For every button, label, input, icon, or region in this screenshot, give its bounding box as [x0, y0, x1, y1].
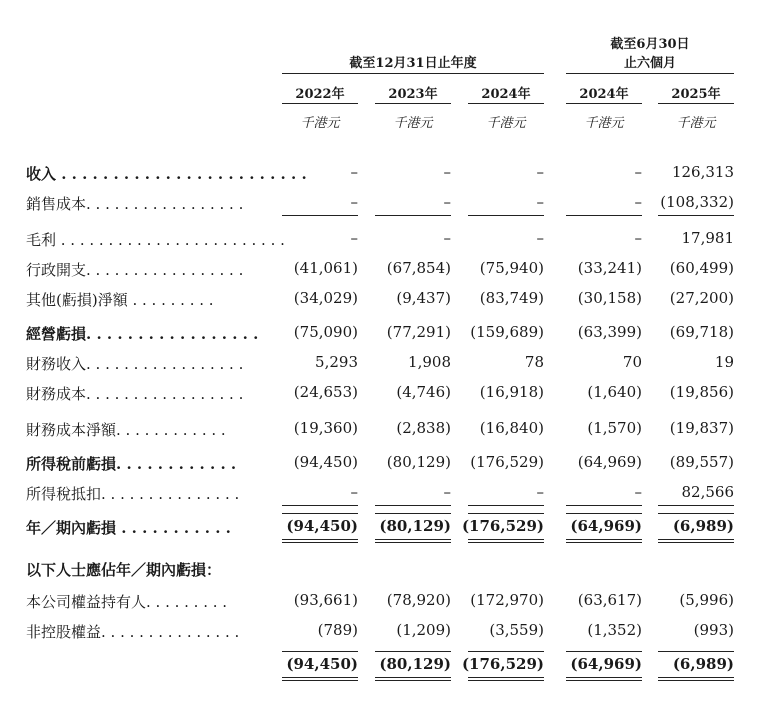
- subtotal-rule: [468, 651, 544, 652]
- year-rule: [566, 103, 642, 104]
- year-rule: [468, 103, 544, 104]
- cell-value: (9,437): [396, 289, 451, 307]
- total-rule: [566, 680, 642, 681]
- subtotal-rule: [566, 651, 642, 652]
- cell-value: (6,989): [672, 655, 734, 673]
- cell-value: (3,559): [489, 621, 544, 639]
- row-label: 以下人士應佔年／期內虧損：: [26, 561, 222, 579]
- cell-value: (60,499): [669, 259, 734, 277]
- total-rule: [566, 677, 642, 678]
- cell-value: (1,209): [396, 621, 451, 639]
- fy-group-rule: [282, 73, 544, 74]
- total-rule: [375, 539, 451, 540]
- cell-value: (19,837): [669, 419, 734, 437]
- year-header: 2024年: [579, 87, 629, 102]
- cell-value: –: [443, 483, 451, 501]
- cell-value: –: [443, 193, 451, 211]
- cell-value: (64,969): [570, 517, 642, 535]
- subtotal-rule: [658, 651, 734, 652]
- row-label: 經營虧損. . . . . . . . . . . . . . . . .: [26, 325, 259, 343]
- cell-value: (159,689): [470, 323, 544, 341]
- cell-value: (33,241): [577, 259, 642, 277]
- total-rule: [282, 505, 358, 506]
- total-rule: [658, 680, 734, 681]
- cell-value: (78,920): [386, 591, 451, 609]
- total-rule: [468, 215, 544, 216]
- row-label: 其他(虧損)淨額 . . . . . . . . .: [26, 291, 214, 309]
- cell-value: 126,313: [671, 163, 734, 181]
- subtotal-rule: [282, 513, 358, 514]
- cell-value: (89,557): [669, 453, 734, 471]
- cell-value: –: [634, 163, 642, 181]
- row-label: 收入 . . . . . . . . . . . . . . . . . . . . . . . .: [26, 165, 307, 183]
- year-header: 2022年: [295, 87, 345, 102]
- total-rule: [566, 215, 642, 216]
- cell-value: (94,450): [286, 517, 358, 535]
- unit-label: 千港元: [300, 116, 340, 131]
- row-label: 銷售成本. . . . . . . . . . . . . . . . .: [26, 195, 244, 213]
- cell-value: 17,981: [681, 229, 734, 247]
- cell-value: (64,969): [570, 655, 642, 673]
- cell-value: (1,570): [587, 419, 642, 437]
- cell-value: (80,129): [386, 453, 451, 471]
- total-rule: [468, 505, 544, 506]
- cell-value: (63,399): [577, 323, 642, 341]
- total-rule: [375, 677, 451, 678]
- total-rule: [375, 542, 451, 543]
- total-rule: [375, 680, 451, 681]
- cell-value: (80,129): [379, 655, 451, 673]
- row-label: 行政開支. . . . . . . . . . . . . . . . .: [26, 261, 244, 279]
- cell-value: –: [634, 193, 642, 211]
- cell-value: 82,566: [681, 483, 734, 501]
- cell-value: (176,529): [461, 517, 544, 535]
- total-rule: [282, 215, 358, 216]
- cell-value: (75,090): [293, 323, 358, 341]
- cell-value: –: [634, 229, 642, 247]
- row-label: 財務成本淨額. . . . . . . . . . . .: [26, 421, 226, 439]
- unit-label: 千港元: [676, 116, 716, 131]
- cell-value: (63,617): [577, 591, 642, 609]
- cell-value: –: [443, 229, 451, 247]
- cell-value: (67,854): [386, 259, 451, 277]
- total-rule: [658, 215, 734, 216]
- total-rule: [658, 542, 734, 543]
- cell-value: (24,653): [293, 383, 358, 401]
- cell-value: (75,940): [479, 259, 544, 277]
- year-header: 2024年: [481, 87, 531, 102]
- fy-group-header: 截至12月31日止年度: [349, 56, 477, 71]
- cell-value: (6,989): [672, 517, 734, 535]
- subtotal-rule: [658, 513, 734, 514]
- total-rule: [566, 505, 642, 506]
- cell-value: (41,061): [293, 259, 358, 277]
- cell-value: (94,450): [293, 453, 358, 471]
- year-header: 2023年: [388, 87, 438, 102]
- cell-value: (69,718): [669, 323, 734, 341]
- total-rule: [468, 542, 544, 543]
- cell-value: (2,838): [396, 419, 451, 437]
- row-label: 年／期內虧損 . . . . . . . . . . .: [26, 519, 231, 537]
- total-rule: [282, 542, 358, 543]
- total-rule: [282, 677, 358, 678]
- cell-value: (108,332): [660, 193, 734, 211]
- cell-value: (93,661): [293, 591, 358, 609]
- cell-value: (77,291): [386, 323, 451, 341]
- cell-value: (94,450): [286, 655, 358, 673]
- cell-value: –: [350, 193, 358, 211]
- unit-label: 千港元: [584, 116, 624, 131]
- row-label: 毛利 . . . . . . . . . . . . . . . . . . . . . . . .: [26, 231, 285, 249]
- total-rule: [282, 539, 358, 540]
- cell-value: –: [536, 229, 544, 247]
- cell-value: –: [536, 193, 544, 211]
- total-rule: [468, 680, 544, 681]
- cell-value: (1,352): [587, 621, 642, 639]
- cell-value: 78: [524, 353, 544, 371]
- total-rule: [566, 539, 642, 540]
- year-rule: [658, 103, 734, 104]
- cell-value: (993): [693, 621, 734, 639]
- year-rule: [375, 103, 451, 104]
- cell-value: 5,293: [315, 353, 358, 371]
- total-rule: [658, 677, 734, 678]
- cell-value: –: [443, 163, 451, 181]
- cell-value: –: [350, 163, 358, 181]
- cell-value: –: [536, 163, 544, 181]
- cell-value: (34,029): [293, 289, 358, 307]
- row-label: 所得稅抵扣. . . . . . . . . . . . . . .: [26, 485, 240, 503]
- total-rule: [282, 680, 358, 681]
- cell-value: –: [350, 483, 358, 501]
- cell-value: (80,129): [379, 517, 451, 535]
- cell-value: (83,749): [479, 289, 544, 307]
- row-label: 所得稅前虧損. . . . . . . . . . . .: [26, 455, 237, 473]
- total-rule: [375, 505, 451, 506]
- total-rule: [375, 215, 451, 216]
- row-label: 本公司權益持有人. . . . . . . . .: [26, 593, 228, 611]
- cell-value: 19: [714, 353, 734, 371]
- cell-value: (19,856): [669, 383, 734, 401]
- cell-value: –: [350, 229, 358, 247]
- half-year-header-line2: 止六個月: [623, 56, 676, 71]
- cell-value: –: [536, 483, 544, 501]
- cell-value: (176,529): [470, 453, 544, 471]
- cell-value: –: [634, 483, 642, 501]
- unit-label: 千港元: [393, 116, 433, 131]
- cell-value: (16,918): [479, 383, 544, 401]
- cell-value: (30,158): [577, 289, 642, 307]
- subtotal-rule: [375, 651, 451, 652]
- cell-value: (5,996): [679, 591, 734, 609]
- total-rule: [468, 539, 544, 540]
- cell-value: (172,970): [470, 591, 544, 609]
- cell-value: (64,969): [577, 453, 642, 471]
- cell-value: (176,529): [461, 655, 544, 673]
- cell-value: (27,200): [669, 289, 734, 307]
- row-label: 財務收入. . . . . . . . . . . . . . . . .: [26, 355, 244, 373]
- subtotal-rule: [282, 651, 358, 652]
- total-rule: [658, 505, 734, 506]
- total-rule: [468, 677, 544, 678]
- year-rule: [282, 103, 358, 104]
- cell-value: (789): [317, 621, 358, 639]
- row-label: 非控股權益. . . . . . . . . . . . . . .: [26, 623, 240, 641]
- subtotal-rule: [375, 513, 451, 514]
- half-year-header-line1: 截至6月30日: [610, 37, 690, 52]
- row-label: 財務成本. . . . . . . . . . . . . . . . .: [26, 385, 244, 403]
- cell-value: (16,840): [479, 419, 544, 437]
- cell-value: (19,360): [293, 419, 358, 437]
- cell-value: (1,640): [587, 383, 642, 401]
- half-year-group-rule: [566, 73, 734, 74]
- total-rule: [566, 542, 642, 543]
- total-rule: [658, 539, 734, 540]
- cell-value: (4,746): [396, 383, 451, 401]
- cell-value: 70: [622, 353, 642, 371]
- subtotal-rule: [468, 513, 544, 514]
- year-header: 2025年: [671, 87, 721, 102]
- unit-label: 千港元: [486, 116, 526, 131]
- cell-value: 1,908: [408, 353, 451, 371]
- subtotal-rule: [566, 513, 642, 514]
